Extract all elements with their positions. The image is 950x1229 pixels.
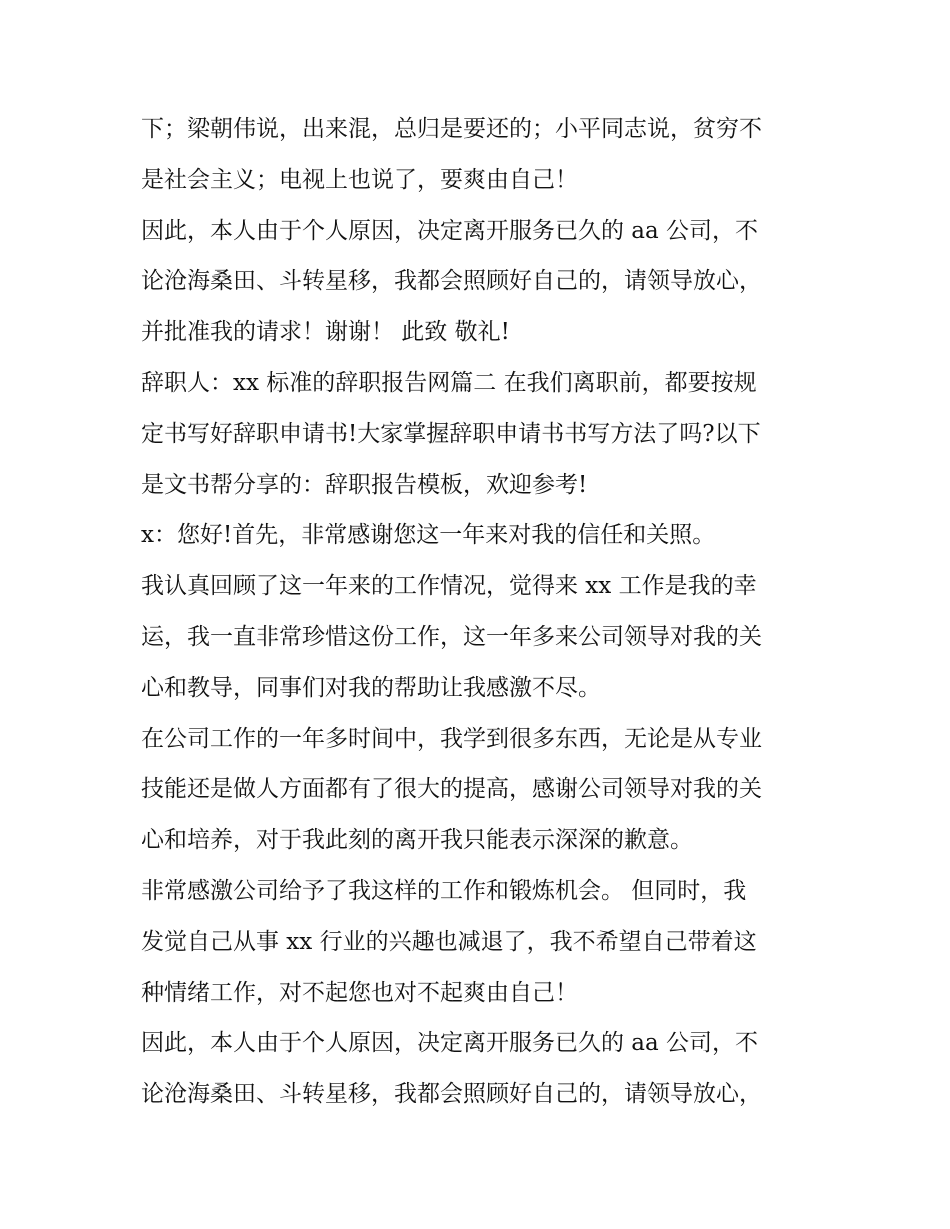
text-line-19: 因此，本人由于个人原因，决定离开服务已久的 aa 公司，不 (141, 1030, 759, 1057)
text-line-14: 技能还是做人方面都有了很大的提高，感谢公司领导对我的关 (141, 776, 762, 803)
text-line-7: 定书写好辞职申请书!大家掌握辞职申请书书写方法了吗?以下 (141, 420, 761, 447)
text-line-6: 辞职人：xx 标准的辞职报告网篇二 在我们离职前，都要按规 (141, 369, 757, 396)
text-line-11: 运，我一直非常珍惜这份工作，这一年多来公司领导对我的关 (141, 623, 762, 650)
text-line-5: 并批准我的请求！谢谢！ 此致 敬礼! (141, 319, 510, 346)
text-line-20: 论沧海桑田、斗转星移，我都会照顾好自己的，请领导放心， (141, 1081, 762, 1108)
text-line-3: 因此，本人由于个人原因，决定离开服务已久的 aa 公司，不 (141, 217, 759, 244)
text-line-9: x：您好!首先，非常感谢您这一年来对我的信任和关照。 (141, 522, 716, 549)
text-line-13: 在公司工作的一年多时间中，我学到很多东西，无论是从专业 (141, 725, 762, 752)
text-line-15: 心和培养，对于我此刻的离开我只能表示深深的歉意。 (141, 827, 693, 854)
text-line-16: 非常感激公司给予了我这样的工作和锻炼机会。 但同时，我 (141, 877, 747, 904)
text-line-18: 种情绪工作，对不起您也对不起爽由自己！ (141, 979, 578, 1006)
text-line-12: 心和教导，同事们对我的帮助让我感激不尽。 (141, 674, 601, 701)
document-body (141, 104, 821, 1120)
text-line-10: 我认真回顾了这一年来的工作情况，觉得来 xx 工作是我的幸 (141, 573, 757, 600)
text-line-17: 发觉自己从事 xx 行业的兴趣也减退了，我不希望自己带着这 (141, 928, 757, 955)
text-line-1: 下；梁朝伟说，出来混，总归是要还的；小平同志说，贫穷不 (141, 116, 762, 142)
text-line-8: 是文书帮分享的：辞职报告模板，欢迎参考! (141, 471, 588, 498)
text-line-4: 论沧海桑田、斗转星移，我都会照顾好自己的，请领导放心， (141, 268, 762, 295)
text-line-2: 是社会主义；电视上也说了，要爽由自己！ (141, 166, 578, 193)
